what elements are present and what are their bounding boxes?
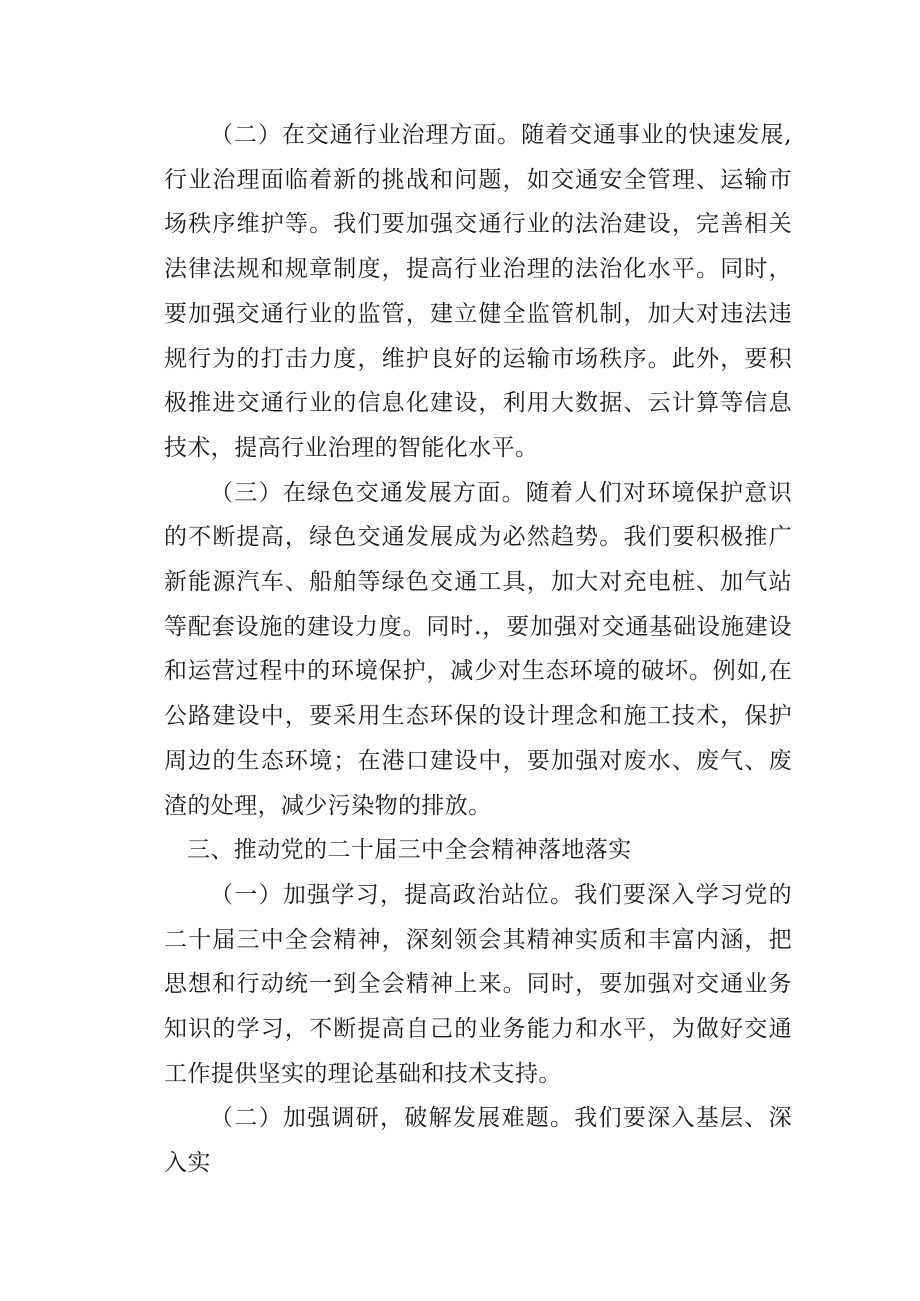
paragraph-green-transport: （三）在绿色交通发展方面。随着人们对环境保护意识的不断提高，绿色交通发展成为必然趋势。我们要积极推广新能源汽车、船舶等绿色交通工具，加大对充电桩、加气站等配套设施的建设力度。同时.，要加强对交通基础设施建设和运营过程中的环境保护，减少对生态环境的破坏。例如,在公路建设中，要采用生态环保的设计理念和施工技术，保护周边的生态环境；在港口建设中，要加强对废水、废气、废渣的处理，减少污染物的排放。 (164, 479, 792, 819)
section-heading-three: 三、推动党的二十届三中全会精神落地落实 (187, 837, 632, 864)
paragraph-industry-governance: （二）在交通行业治理方面。随着交通事业的快速发展,行业治理面临着新的挑战和问题，如交通安全管理、运输市场秩序维护等。我们要加强交通行业的法治建设，完善相关法律法规和规章制度，提高行业治理的法治化水平。同时，要加强交通行业的监管，建立健全监管机制，加大对违法违规行为的打击力度，维护良好的运输市场秩序。此外，要积极推进交通行业的信息化建设，利用大数据、云计算等信息技术，提高行业治理的智能化水平。 (164, 122, 792, 461)
paragraph-strengthen-research: （二）加强调研，破解发展难题。我们要深入基层、深入实 (164, 1105, 792, 1177)
paragraph-strengthen-study: （一）加强学习，提高政治站位。我们要深入学习党的二十届三中全会精神，深刻领会其精神实质和丰富内涵，把思想和行动统一到全会精神上来。同时，要加强对交通业务知识的学习，不断提高自己的业务能力和水平，为做好交通工作提供坚实的理论基础和技术支持。 (164, 881, 792, 1087)
